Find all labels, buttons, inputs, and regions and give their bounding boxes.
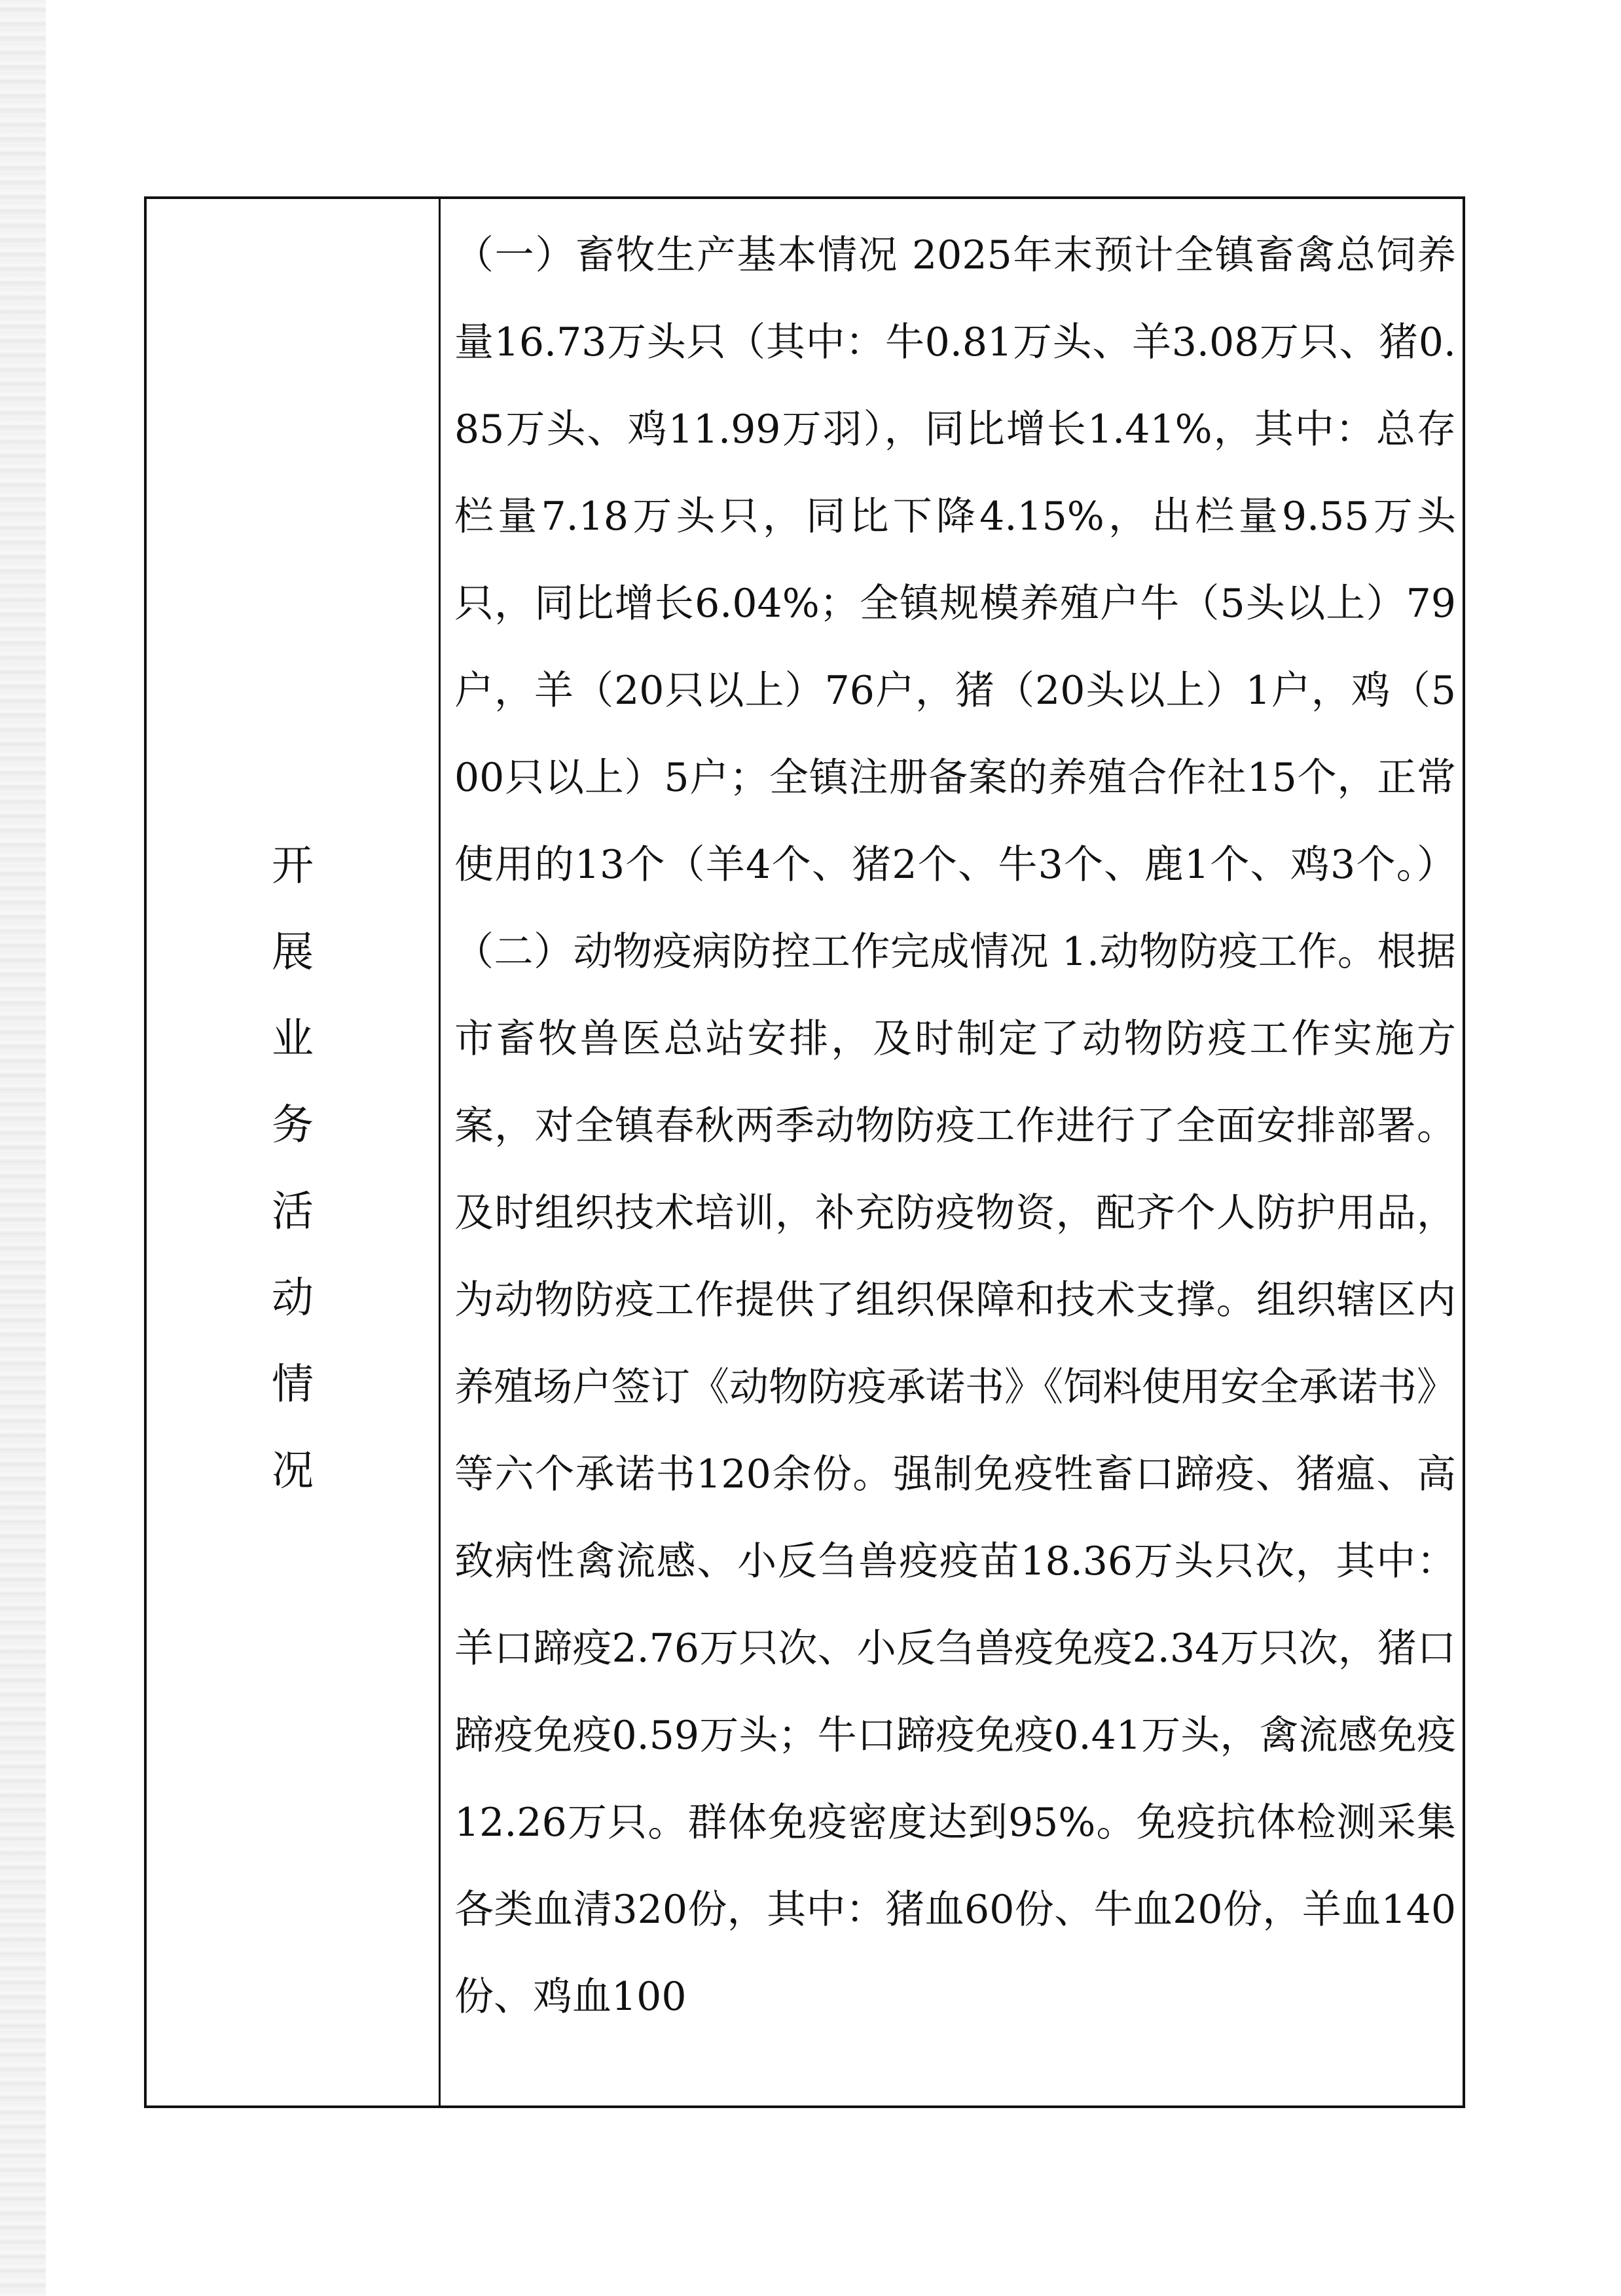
row-label xyxy=(272,823,314,1514)
row-label-char: 开 xyxy=(272,842,314,890)
content-paragraph: （一）畜牧生产基本情况 2025年末预计全镇畜禽总饲养量16.73万头只（其中：牛0.81万头、羊3.08万只、猪0.85万头、鸡11.99万羽），同比增长1.41%，其中：总存栏量7.18万头只，同比下降4.15%，出栏量9.55万头只，同比增长6.04%；全镇规模养殖户牛（5头以上）79户，羊（20只以上）76户，猪（20头以上）1户，鸡（500只以上）5户；全镇注册备案的养殖合作社15个，正常使用的13个（羊4个、猪2个、牛3个、鹿1个、鸡3个。） （二）动物疫病防控工作完成情况 1.动物防疫工作。根据市畜牧兽医总站安排，及时制定了动物防疫工作实施方案，对全镇春秋两季动物防疫工作进行了全面安排部署。及时组织技术培训，补充防疫物资，配齐个人防护用品，为动物防疫工作提供了组织保障和技术支撑。组织辖区内养殖场户签订《动物防疫承诺书》《饲料使用安全承诺书》等六个承诺书120余份。强制免疫牲畜口蹄疫、猪瘟、高致病性禽流感、小反刍兽疫疫苗18.36万头只次，其中：羊口蹄疫2.76万只次、小反刍兽疫免疫2.34万只次，猪口蹄疫免疫0.59万头；牛口蹄疫免疫0.41万头，禽流感免疫12.26万只。群体免疫密度达到95%。免疫抗体检测采集各类血清320份，其中：猪血60份、牛血20份，羊血140份、鸡血100 xyxy=(454,232,1456,2020)
row-label-char: 务 xyxy=(272,1101,314,1150)
row-label-char: 业 xyxy=(272,1015,314,1063)
row-label-char: 活 xyxy=(272,1188,314,1236)
column-divider xyxy=(439,199,441,2105)
content-cell xyxy=(454,212,1456,2098)
row-label-cell xyxy=(147,199,439,2105)
row-label-char: 情 xyxy=(272,1360,314,1409)
form-table xyxy=(144,196,1465,2108)
row-label-char: 展 xyxy=(272,928,314,977)
row-label-char: 动 xyxy=(272,1274,314,1322)
scan-shadow-edge xyxy=(0,0,46,2296)
row-label-char: 况 xyxy=(272,1447,314,1495)
